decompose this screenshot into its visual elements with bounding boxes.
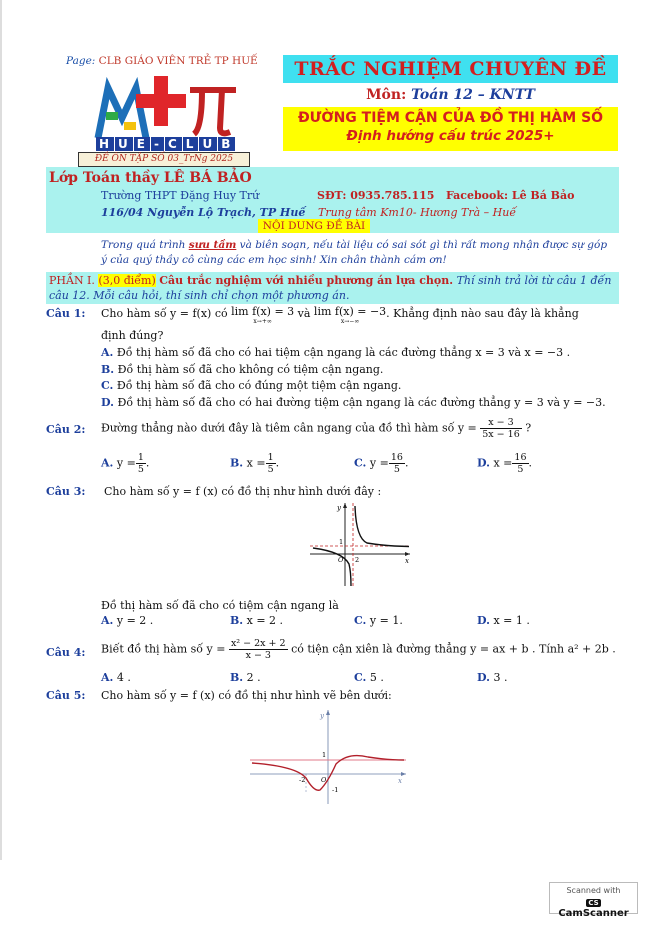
q3-option-c: C. y = 1. (354, 614, 403, 627)
orientation: Định hướng cấu trúc 2025+ (346, 128, 555, 144)
topic-banner (283, 107, 618, 151)
q3-stem: Cho hàm số y = f (x) có đồ thị như hình dưới đây : (104, 485, 382, 498)
address: 116/04 Nguyễn Lộ Trạch, TP Huế (101, 206, 306, 219)
q3-option-a: A. y = 2 . (101, 614, 154, 627)
q3-option-b: B. x = 2 . (230, 614, 284, 627)
topic-title: ĐƯỜNG TIỆM CẬN CỦA ĐỒ THỊ HÀM SỐ (297, 110, 604, 126)
q2-label: Câu 2: (46, 423, 86, 436)
q5-graph (248, 706, 408, 806)
q4-option-d: D. 3 . (477, 671, 508, 684)
q2-option-b: B. x = $\frac{1}{5}$ . (230, 452, 280, 475)
q3-tick-2: 2 (355, 556, 360, 564)
school: Trường THPT Đặng Huy Trứ (101, 189, 260, 202)
q5-stem: Cho hàm số y = f (x) có đồ thị như hình vẽ bên dưới: (101, 689, 392, 702)
q5-y-label: y (320, 712, 324, 720)
scanner-line2: CS CamScanner (558, 899, 629, 919)
q3-origin: O (338, 556, 344, 564)
q3-y-label: y (337, 504, 341, 512)
q5-tick-x: -2 (299, 776, 306, 784)
q5-label: Câu 5: (46, 689, 86, 702)
q3-tick-1: 1 (339, 538, 344, 546)
q5-origin: O (321, 776, 327, 784)
q2-option-a: A. y = $\frac{1}{5}$ . (101, 452, 150, 475)
page-source: Page: CLB GIÁO VIÊN TRẺ TP HUẾ (66, 55, 258, 67)
q5-x-label: x (398, 777, 402, 785)
scanner-line1: Scanned with (566, 886, 621, 895)
q1-stem-cont: định đúng? (101, 329, 164, 342)
q1-stem: Cho hàm số y = f(x) có lim f(x) = 3 x→+∞ và lim f(x) = −3 x→−∞ . Khẳng định nào sau đây là khẳng (101, 305, 579, 325)
club-name: H U E - C L U B (96, 137, 236, 151)
q4-stem: Biết đồ thị hàm số y = $\frac{\text{x² − 2x + 2}}{x - 3}$ có tiện cận xiên là đường thẳng y = ax + b . Tính a² + 2b . (101, 638, 616, 661)
q3-x-label: x (405, 557, 409, 565)
class-name: Lớp Toán thầy LÊ BÁ BẢO (49, 170, 252, 186)
q4-option-a: A. 4 . (101, 671, 131, 684)
q3-after: Đồ thị hàm số đã cho có tiệm cận ngang là (101, 599, 339, 612)
q1-option-a: A. Đồ thị hàm số đã cho có hai tiệm cận ngang là các đường thẳng x = 3 và x = −3 . (101, 346, 571, 359)
q4-option-b: B. 2 . (230, 671, 261, 684)
q3-label: Câu 3: (46, 485, 86, 498)
contact: SĐT: 0935.785.115 Facebook: Lê Bá Bảo (317, 189, 575, 202)
q3-graph (305, 500, 415, 588)
camscanner-icon: CS (588, 899, 599, 907)
q2-option-c: C. y = $\frac{16}{5}$ . (354, 452, 409, 475)
q5-tick-neg: -1 (332, 786, 339, 794)
q4-option-c: C. 5 . (354, 671, 384, 684)
q2-option-d: D. x = $\frac{16}{5}$ . (477, 452, 532, 475)
camscanner-badge (549, 882, 638, 919)
q1-option-c: C. Đồ thị hàm số đã cho có đúng một tiệm cận ngang. (101, 379, 402, 392)
center: Trung tâm Km10- Hương Trà – Huế (318, 206, 517, 219)
q4-label: Câu 4: (46, 646, 86, 659)
subject-line: Môn: Toán 12 – KNTT (366, 87, 535, 103)
banner-title: TRẮC NGHIỆM CHUYÊN ĐỀ (283, 55, 618, 83)
q1-label: Câu 1: (46, 307, 86, 320)
part-heading: PHẦN I. (3,0 điểm) Câu trắc nghiệm với nhiều phương án lựa chọn. Thí sinh trả lời từ câu 1 đến câu 12. Mỗi câu hỏi, thí sinh chỉ chọn một phương án. (49, 274, 612, 302)
page-edge (0, 0, 2, 860)
q1-option-b: B. Đồ thị hàm số đã cho không có tiệm cận ngang. (101, 363, 384, 376)
content-label: NỘI DUNG ĐỀ BÀI (258, 219, 370, 233)
q1-option-d: D. Đồ thị hàm số đã cho có hai đường tiệm cận ngang là các đường thẳng y = 3 và y = −3. (101, 396, 606, 409)
q3-option-d: D. x = 1 . (477, 614, 530, 627)
q2-stem: Đường thẳng nào dưới đây là tiêm cân ngang của đồ thì hàm số y = $\frac{x - 3}{5x - 16}$ ? (101, 417, 532, 440)
q5-tick-y: 1 (322, 751, 327, 759)
note: Trong quá trình sưu tầm và biên soạn, nếu tài liệu có sai sót gì thì rất mong nhận được sự góp ý của quý thầy cô cùng các em học sinh! Xin chân thành cám ơn! (101, 239, 608, 266)
exam-code: ĐỀ ÔN TẬP SỐ 03_TrNg 2025 (78, 152, 250, 167)
